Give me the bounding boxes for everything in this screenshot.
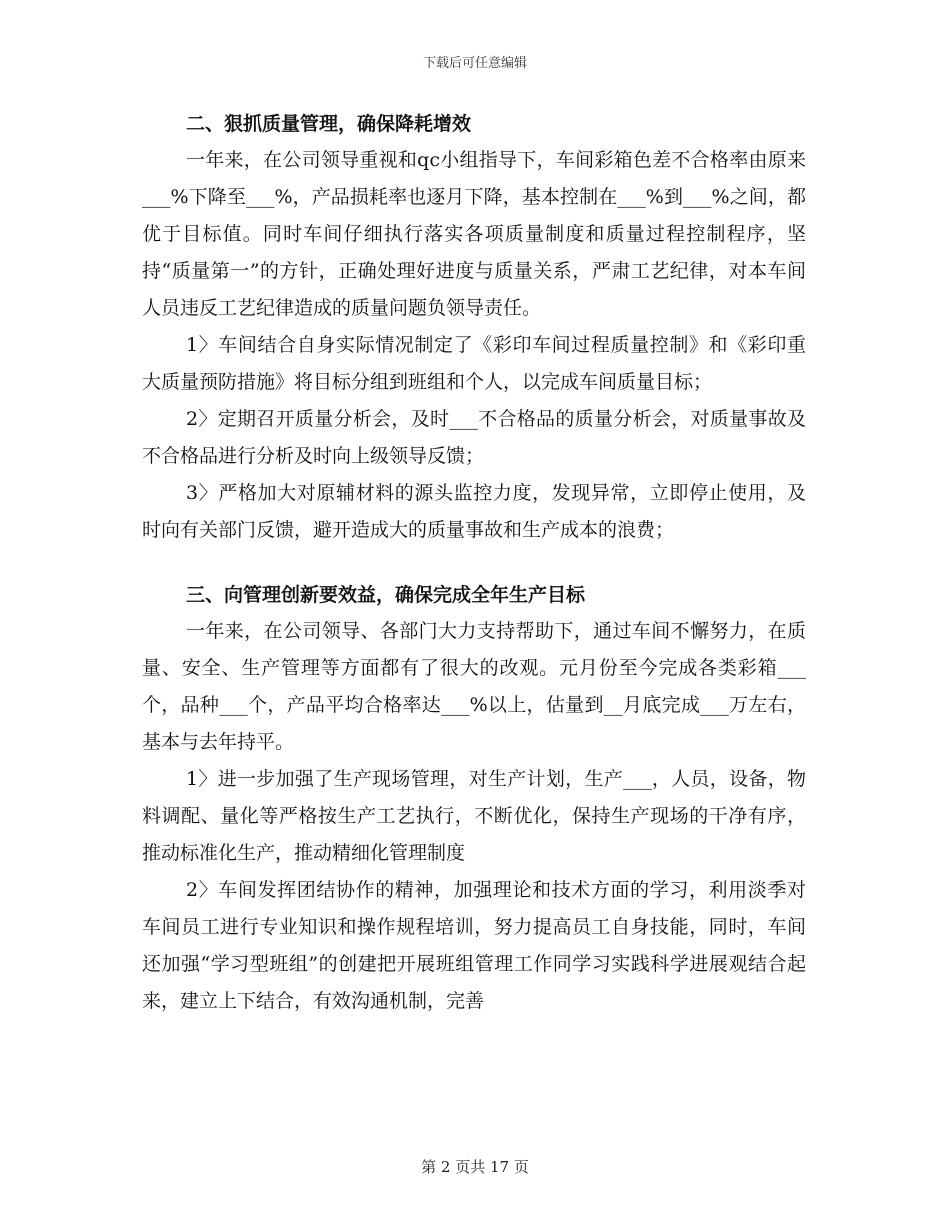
paragraph: 3〉严格加大对原辅材料的源头监控力度，发现异常，立即停止使用，及时向有关部门反馈，避开造成大的质量事故和生产成本的浪费； [142,482,806,541]
paragraph: 一年来，在公司领导重视和qc小组指导下，车间彩箱色差不合格率由原来___%下降至___%，产品损耗率也逐月下降，基本控制在___%到___%之间，都优于目标值。同时车间仔细执行落实各项质量制度和质量过程控制程序，坚持“质量第一”的方针，正确处理好进度与质量关系，严肃工艺纪律，对本车间人员违反工艺纪律造成的质量问题负领导责任。 [142,149,806,319]
paragraph: 1〉车间结合自身实际情况制定了《彩印车间过程质量控制》和《彩印重大质量预防措施》将目标分组到班组和个人，以完成车间质量目标； [142,334,806,393]
paragraph: 1〉进一步加强了生产现场管理，对生产计划，生产___，人员，设备，物料调配、量化等严格按生产工艺执行，不断优化，保持生产现场的干净有序，推动标准化生产，推动精细化管理制度 [142,768,806,864]
section-spacer [142,549,806,577]
section-quality-management [142,106,806,549]
section-heading: 三、向管理创新要效益，确保完成全年生产目标 [186,584,586,606]
paragraph: 2〉定期召开质量分析会，及时___不合格品的质量分析会，对质量事故及不合格品进行分析及时向上级领导反馈； [142,408,806,467]
page-footer: 第 2 页共 17 页 [421,1158,529,1176]
section-management-innovation [142,577,806,1020]
document-body [142,106,806,1020]
paragraph: 一年来，在公司领导、各部门大力支持帮助下，通过车间不懈努力，在质量、安全、生产管理等方面都有了很大的改观。元月份至今完成各类彩箱___个，品种___个，产品平均合格率达___%以上，估量到__月底完成___万左右，基本与去年持平。 [142,620,806,753]
page-header: 下载后可任意编辑 [422,56,527,71]
section-heading: 二、狠抓质量管理，确保降耗增效 [186,113,472,135]
paragraph: 2〉车间发挥团结协作的精神，加强理论和技术方面的学习，利用淡季对车间员工进行专业知识和操作规程培训，努力提高员工自身技能，同时，车间还加强“学习型班组”的创建把开展班组管理工作同学习实践科学进展观结合起来，建立上下结合，有效沟通机制，完善 [142,879,806,1012]
